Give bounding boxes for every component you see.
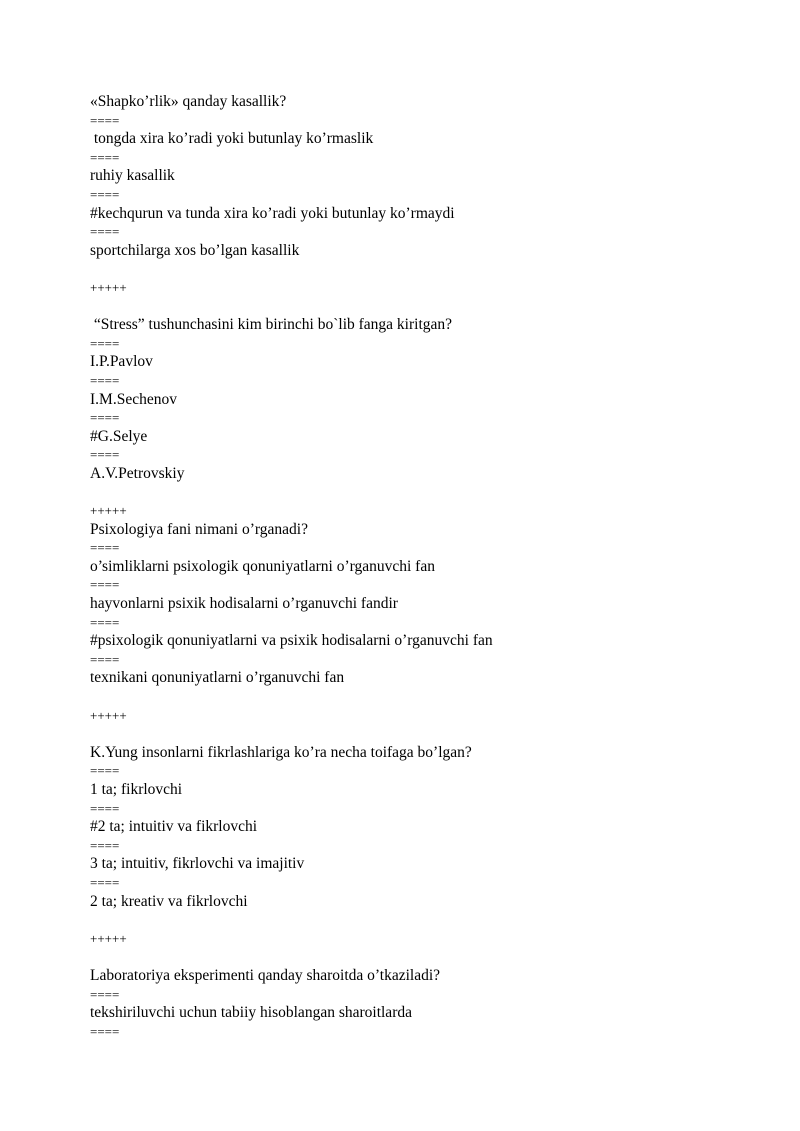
answer-option: #G.Selye: [90, 427, 148, 445]
answer-option: I.M.Sechenov: [90, 390, 177, 408]
answer-option: o’simliklarni psixologik qonuniyatlarni o’rganuvchi fan: [90, 557, 435, 575]
document-content: [90, 93, 770, 1041]
option-separator: ====: [90, 651, 120, 667]
answer-option: hayvonlarni psixik hodisalarni o’rganuvchi fandir: [90, 595, 398, 613]
option-separator: ====: [90, 410, 120, 426]
blank-line: [90, 260, 770, 279]
option-separator: ====: [90, 149, 120, 165]
option-separator: ====: [90, 577, 120, 593]
option-separator: ====: [90, 112, 120, 128]
blank-line: [90, 725, 770, 744]
option-separator: ====: [90, 874, 120, 890]
question-break: +++++: [90, 707, 127, 723]
answer-option: texnikani qonuniyatlarni o’rganuvchi fan: [90, 669, 345, 687]
question-break: +++++: [90, 930, 127, 946]
answer-option: ruhiy kasallik: [90, 167, 175, 185]
question-break: +++++: [90, 279, 127, 295]
option-separator: ====: [90, 800, 120, 816]
answer-option: tekshiriluvchi uchun tabiiy hisoblangan sharoitlarda: [90, 1004, 412, 1022]
option-separator: ====: [90, 372, 120, 388]
answer-option: 1 ta; fikrlovchi: [90, 780, 183, 798]
option-separator: ====: [90, 763, 120, 779]
question-text: K.Yung insonlarni fikrlashlariga ko’ra necha toifaga bo’lgan?: [90, 743, 472, 761]
option-separator: ====: [90, 224, 120, 240]
answer-option: sportchilarga xos bo’lgan kasallik: [90, 241, 300, 259]
option-separator: ====: [90, 614, 120, 630]
question-text: “Stress” tushunchasini kim birinchi bo`lib fanga kiritgan?: [90, 316, 453, 334]
option-separator: ====: [90, 335, 120, 351]
answer-option: 2 ta; kreativ va fikrlovchi: [90, 892, 248, 910]
question-text: «Shapko’rlik» qanday kasallik?: [90, 93, 287, 110]
answer-option: tongda xira ko’radi yoki butunlay ko’rmaslik: [90, 130, 374, 148]
blank-line: [90, 483, 770, 502]
question-text: Psixologiya fani nimani o’rganadi?: [90, 520, 308, 538]
question-break: +++++: [90, 503, 127, 519]
option-separator: ====: [90, 986, 120, 1002]
answer-option: #kechqurun va tunda xira ko’radi yoki butunlay ko’rmaydi: [90, 204, 455, 222]
option-separator: ====: [90, 1023, 120, 1039]
blank-line: [90, 688, 770, 707]
blank-line: [90, 911, 770, 930]
blank-line: [90, 948, 770, 967]
answer-option: #psixologik qonuniyatlarni va psixik hodisalarni o’rganuvchi fan: [90, 632, 493, 650]
option-separator: ====: [90, 186, 120, 202]
option-separator: ====: [90, 447, 120, 463]
blank-line: [90, 298, 770, 317]
option-separator: ====: [90, 540, 120, 556]
answer-option: I.P.Pavlov: [90, 353, 153, 371]
answer-option: 3 ta; intuitiv, fikrlovchi va imajitiv: [90, 855, 305, 873]
answer-option: #2 ta; intuitiv va fikrlovchi: [90, 818, 258, 836]
option-separator: ====: [90, 837, 120, 853]
question-text: Laboratoriya eksperimenti qanday sharoitda o’tkaziladi?: [90, 966, 441, 984]
answer-option: A.V.Petrovskiy: [90, 464, 185, 482]
